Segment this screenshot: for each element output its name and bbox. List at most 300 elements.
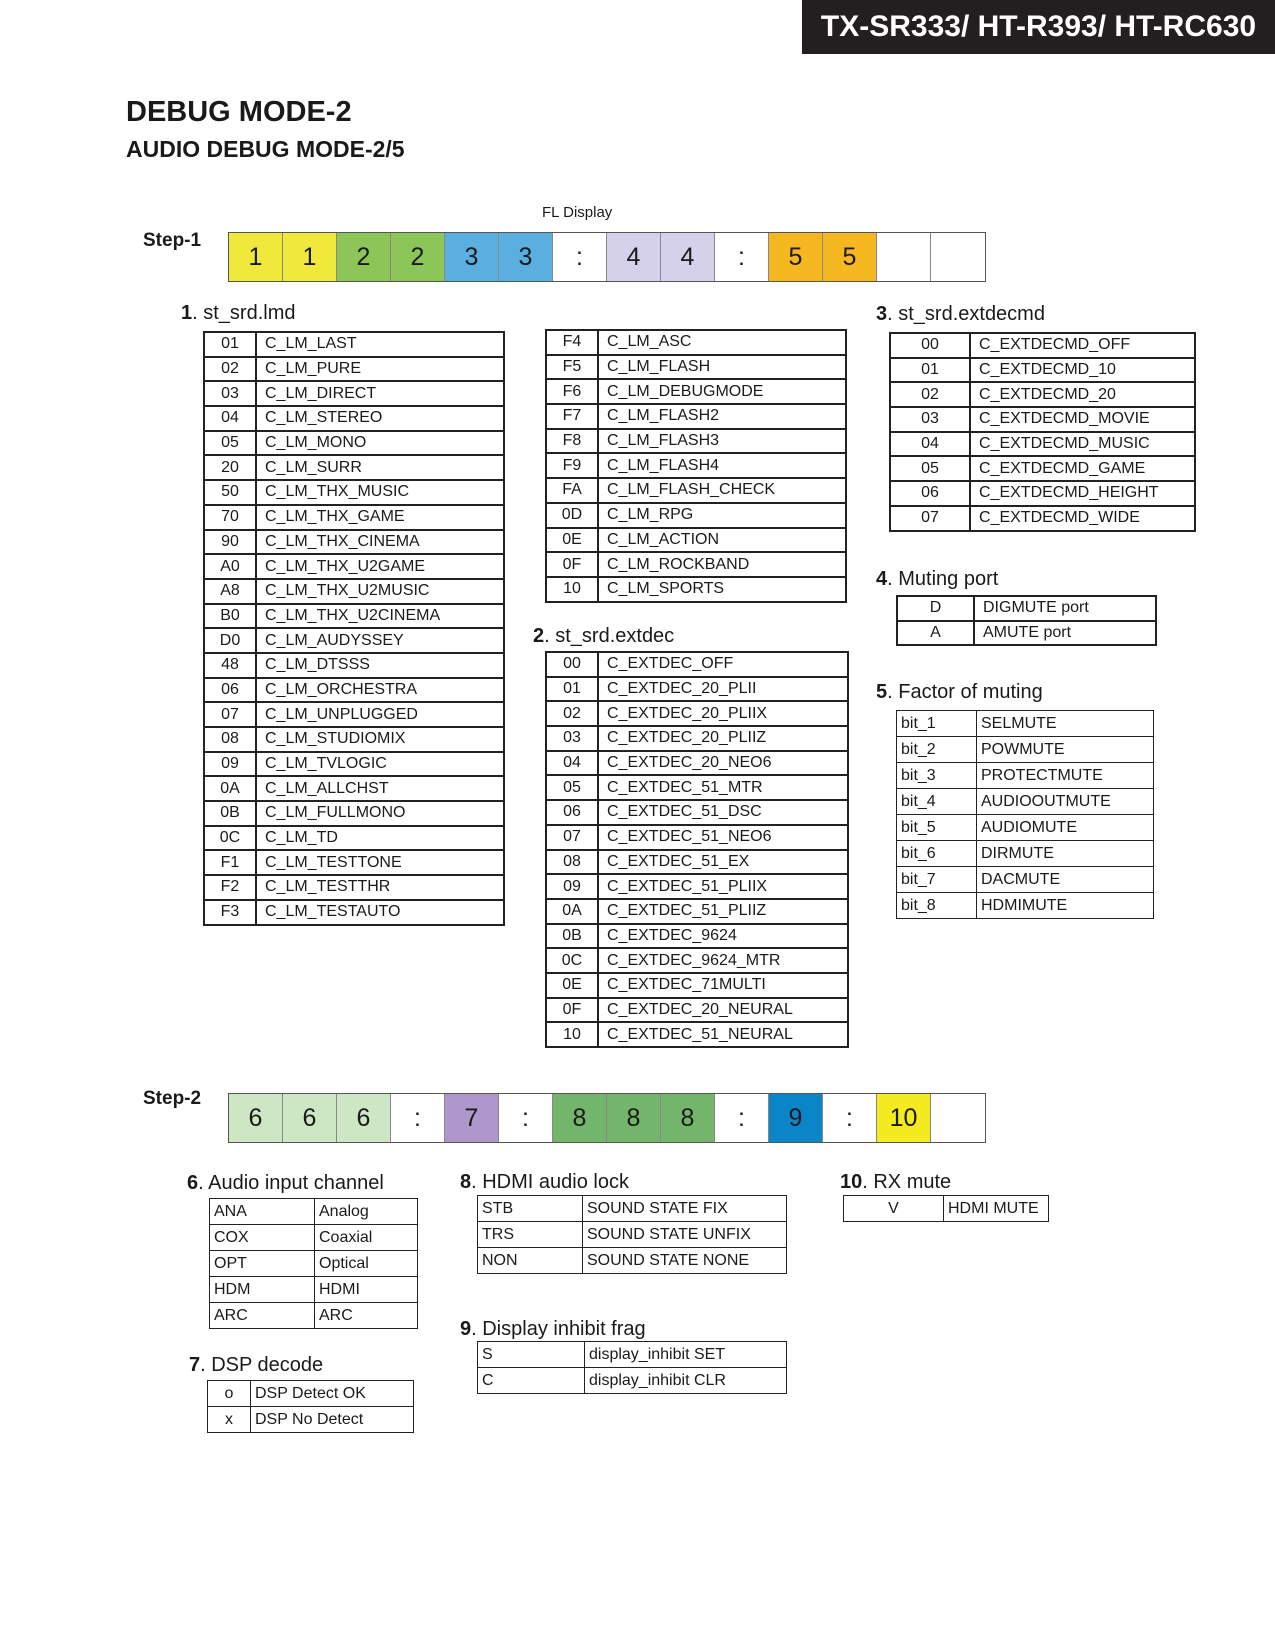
st-srd-lmd-table-cont bbox=[545, 329, 847, 603]
step2-cell: 10 bbox=[877, 1094, 931, 1142]
value-cell: DACMUTE bbox=[977, 867, 1154, 893]
table-row bbox=[204, 332, 504, 357]
table-row bbox=[897, 841, 1154, 867]
table-row bbox=[546, 330, 846, 355]
table-row bbox=[897, 789, 1154, 815]
table-row bbox=[204, 801, 504, 826]
value-cell: C_EXTDEC_51_DSC bbox=[598, 800, 848, 825]
section-8-heading: 8. HDMI audio lock bbox=[460, 1171, 629, 1193]
value-cell: SOUND STATE FIX bbox=[583, 1196, 787, 1222]
value-cell: display_inhibit SET bbox=[585, 1342, 787, 1368]
value-cell: C_LM_FLASH3 bbox=[598, 429, 846, 454]
value-cell: C_EXTDEC_9624 bbox=[598, 924, 848, 949]
table-row bbox=[546, 998, 848, 1023]
value-cell: C_EXTDEC_20_PLIIX bbox=[598, 701, 848, 726]
step2-cell: 6 bbox=[229, 1094, 283, 1142]
value-cell: HDMI MUTE bbox=[944, 1196, 1049, 1222]
table-row bbox=[204, 480, 504, 505]
step2-cell: 6 bbox=[283, 1094, 337, 1142]
table-row bbox=[890, 432, 1195, 457]
section-3-heading: 3. st_srd.extdecmd bbox=[876, 303, 1045, 325]
table-row bbox=[478, 1342, 787, 1368]
table-row bbox=[897, 596, 1156, 621]
code-cell: bit_4 bbox=[897, 789, 977, 815]
audio-input-channel-table bbox=[209, 1198, 418, 1329]
value-cell: C_LM_AUDYSSEY bbox=[256, 628, 504, 653]
table-row bbox=[897, 893, 1154, 919]
value-cell: C_EXTDEC_51_PLIIX bbox=[598, 874, 848, 899]
value-cell: AMUTE port bbox=[974, 621, 1156, 646]
value-cell: C_EXTDEC_71MULTI bbox=[598, 973, 848, 998]
display-inhibit-table bbox=[477, 1341, 787, 1394]
code-cell: 0F bbox=[546, 998, 598, 1023]
table-row bbox=[897, 621, 1156, 646]
code-cell: 04 bbox=[204, 406, 256, 431]
code-cell: F7 bbox=[546, 404, 598, 429]
code-cell: 0E bbox=[546, 528, 598, 553]
code-cell: F8 bbox=[546, 429, 598, 454]
step2-cell: : bbox=[715, 1094, 769, 1142]
table-row bbox=[210, 1251, 418, 1277]
value-cell: HDMI bbox=[315, 1277, 418, 1303]
table-row bbox=[546, 973, 848, 998]
code-cell: 06 bbox=[204, 678, 256, 703]
code-cell: 01 bbox=[890, 358, 970, 383]
value-cell: C_LM_TVLOGIC bbox=[256, 752, 504, 777]
code-cell: OPT bbox=[210, 1251, 315, 1277]
value-cell: DSP Detect OK bbox=[251, 1381, 414, 1407]
value-cell: C_EXTDEC_20_PLII bbox=[598, 677, 848, 702]
code-cell: 03 bbox=[546, 726, 598, 751]
value-cell: C_LM_ASC bbox=[598, 330, 846, 355]
value-cell: C_EXTDECMD_GAME bbox=[970, 456, 1195, 481]
model-header: TX-SR333/ HT-R393/ HT-RC630 bbox=[802, 0, 1275, 54]
code-cell: 0C bbox=[546, 948, 598, 973]
table-row bbox=[546, 850, 848, 875]
value-cell: SELMUTE bbox=[977, 711, 1154, 737]
value-cell: HDMIMUTE bbox=[977, 893, 1154, 919]
code-cell: 70 bbox=[204, 505, 256, 530]
page-subtitle: AUDIO DEBUG MODE-2/5 bbox=[126, 136, 405, 162]
section-10-heading: 10. RX mute bbox=[840, 1171, 952, 1193]
table-row bbox=[204, 826, 504, 851]
code-cell: bit_8 bbox=[897, 893, 977, 919]
code-cell: 03 bbox=[890, 407, 970, 432]
value-cell: display_inhibit CLR bbox=[585, 1368, 787, 1394]
code-cell: COX bbox=[210, 1225, 315, 1251]
code-cell: x bbox=[208, 1407, 251, 1433]
value-cell: C_LM_ROCKBAND bbox=[598, 552, 846, 577]
code-cell: 04 bbox=[890, 432, 970, 457]
fl-display-label: FL Display bbox=[542, 204, 613, 221]
table-row bbox=[897, 737, 1154, 763]
table-row bbox=[890, 358, 1195, 383]
step2-cell: : bbox=[499, 1094, 553, 1142]
code-cell: F6 bbox=[546, 379, 598, 404]
table-row bbox=[204, 850, 504, 875]
value-cell: C_LM_DIRECT bbox=[256, 381, 504, 406]
table-row bbox=[208, 1381, 414, 1407]
code-cell: 0A bbox=[546, 899, 598, 924]
table-row bbox=[210, 1225, 418, 1251]
value-cell: C_LM_MONO bbox=[256, 431, 504, 456]
step1-cell: 4 bbox=[661, 233, 715, 281]
table-row bbox=[546, 726, 848, 751]
code-cell: 0A bbox=[204, 776, 256, 801]
code-cell: D bbox=[897, 596, 974, 621]
table-row bbox=[478, 1222, 787, 1248]
value-cell: C_LM_SURR bbox=[256, 455, 504, 480]
value-cell: Optical bbox=[315, 1251, 418, 1277]
step2-label: Step-2 bbox=[143, 1088, 202, 1109]
table-row bbox=[546, 800, 848, 825]
factor-of-muting-table bbox=[896, 710, 1154, 919]
value-cell: C_LM_FLASH_CHECK bbox=[598, 478, 846, 503]
table-row bbox=[546, 924, 848, 949]
value-cell: Analog bbox=[315, 1199, 418, 1225]
step2-cell: 7 bbox=[445, 1094, 499, 1142]
table-row bbox=[204, 554, 504, 579]
table-row bbox=[204, 653, 504, 678]
value-cell: C_EXTDEC_20_NEURAL bbox=[598, 998, 848, 1023]
code-cell: 0D bbox=[546, 503, 598, 528]
step2-cell: 8 bbox=[607, 1094, 661, 1142]
code-cell: C bbox=[478, 1368, 585, 1394]
table-row bbox=[546, 503, 846, 528]
step1-label: Step-1 bbox=[143, 230, 202, 251]
code-cell: 0C bbox=[204, 826, 256, 851]
code-cell: 0F bbox=[546, 552, 598, 577]
section-1-heading: 1. st_srd.lmd bbox=[181, 302, 296, 324]
table-row bbox=[204, 406, 504, 431]
table-row bbox=[546, 1022, 848, 1047]
value-cell: C_LM_DEBUGMODE bbox=[598, 379, 846, 404]
value-cell: Coaxial bbox=[315, 1225, 418, 1251]
code-cell: 90 bbox=[204, 530, 256, 555]
table-row bbox=[204, 776, 504, 801]
table-row bbox=[844, 1196, 1049, 1222]
step1-cell: 3 bbox=[499, 233, 553, 281]
value-cell: C_EXTDEC_51_PLIIZ bbox=[598, 899, 848, 924]
muting-port-table bbox=[896, 595, 1157, 646]
value-cell: C_LM_THX_U2CINEMA bbox=[256, 604, 504, 629]
code-cell: B0 bbox=[204, 604, 256, 629]
value-cell: C_LM_TD bbox=[256, 826, 504, 851]
value-cell: C_EXTDECMD_10 bbox=[970, 358, 1195, 383]
step1-cell: 2 bbox=[391, 233, 445, 281]
code-cell: F3 bbox=[204, 900, 256, 925]
value-cell: C_LM_THX_CINEMA bbox=[256, 530, 504, 555]
step1-cell: 5 bbox=[769, 233, 823, 281]
code-cell: 01 bbox=[546, 677, 598, 702]
value-cell: DIRMUTE bbox=[977, 841, 1154, 867]
table-row bbox=[204, 628, 504, 653]
code-cell: 02 bbox=[890, 382, 970, 407]
step1-display-strip bbox=[228, 232, 986, 282]
step1-cell bbox=[931, 233, 985, 281]
code-cell: 05 bbox=[890, 456, 970, 481]
code-cell: TRS bbox=[478, 1222, 583, 1248]
code-cell: 00 bbox=[890, 333, 970, 358]
table-row bbox=[546, 825, 848, 850]
value-cell: C_LM_FLASH2 bbox=[598, 404, 846, 429]
value-cell: C_EXTDEC_51_NEO6 bbox=[598, 825, 848, 850]
value-cell: PROTECTMUTE bbox=[977, 763, 1154, 789]
value-cell: C_LM_UNPLUGGED bbox=[256, 702, 504, 727]
table-row bbox=[546, 355, 846, 380]
table-row bbox=[204, 678, 504, 703]
table-row bbox=[546, 899, 848, 924]
step1-cell bbox=[877, 233, 931, 281]
value-cell: AUDIOMUTE bbox=[977, 815, 1154, 841]
step1-cell: 2 bbox=[337, 233, 391, 281]
table-row bbox=[204, 579, 504, 604]
code-cell: D0 bbox=[204, 628, 256, 653]
code-cell: 06 bbox=[546, 800, 598, 825]
value-cell: C_LM_TESTAUTO bbox=[256, 900, 504, 925]
code-cell: A bbox=[897, 621, 974, 646]
table-row bbox=[546, 701, 848, 726]
code-cell: bit_7 bbox=[897, 867, 977, 893]
value-cell: C_LM_ALLCHST bbox=[256, 776, 504, 801]
step1-cell: 3 bbox=[445, 233, 499, 281]
value-cell: C_EXTDEC_51_EX bbox=[598, 850, 848, 875]
section-9-heading: 9. Display inhibit frag bbox=[460, 1318, 646, 1340]
table-row bbox=[546, 528, 846, 553]
table-row bbox=[210, 1277, 418, 1303]
value-cell: C_LM_PURE bbox=[256, 357, 504, 382]
code-cell: 20 bbox=[204, 455, 256, 480]
step2-cell: 6 bbox=[337, 1094, 391, 1142]
code-cell: A0 bbox=[204, 554, 256, 579]
code-cell: 0B bbox=[204, 801, 256, 826]
table-row bbox=[546, 577, 846, 602]
code-cell: 02 bbox=[546, 701, 598, 726]
code-cell: 03 bbox=[204, 381, 256, 406]
value-cell: C_LM_ACTION bbox=[598, 528, 846, 553]
code-cell: STB bbox=[478, 1196, 583, 1222]
value-cell: DIGMUTE port bbox=[974, 596, 1156, 621]
section-2-heading: 2. st_srd.extdec bbox=[533, 625, 675, 647]
table-row bbox=[210, 1303, 418, 1329]
step2-cell: : bbox=[823, 1094, 877, 1142]
value-cell: C_LM_RPG bbox=[598, 503, 846, 528]
step1-cell: 1 bbox=[283, 233, 337, 281]
rx-mute-table bbox=[843, 1195, 1049, 1222]
table-row bbox=[546, 453, 846, 478]
value-cell: C_EXTDEC_20_NEO6 bbox=[598, 751, 848, 776]
table-row bbox=[890, 407, 1195, 432]
code-cell: 07 bbox=[546, 825, 598, 850]
code-cell: F1 bbox=[204, 850, 256, 875]
table-row bbox=[546, 775, 848, 800]
value-cell: C_EXTDEC_51_NEURAL bbox=[598, 1022, 848, 1047]
value-cell: C_LM_FLASH bbox=[598, 355, 846, 380]
code-cell: 04 bbox=[546, 751, 598, 776]
table-row bbox=[204, 381, 504, 406]
table-row bbox=[204, 604, 504, 629]
table-row bbox=[546, 478, 846, 503]
section-7-heading: 7. DSP decode bbox=[189, 1354, 324, 1376]
value-cell: C_EXTDEC_OFF bbox=[598, 652, 848, 677]
value-cell: C_LM_TESTTONE bbox=[256, 850, 504, 875]
table-row bbox=[478, 1368, 787, 1394]
table-row bbox=[204, 357, 504, 382]
code-cell: 07 bbox=[890, 506, 970, 531]
section-6-heading: 6. Audio input channel bbox=[187, 1172, 384, 1194]
step1-cell: : bbox=[553, 233, 607, 281]
step2-cell: 9 bbox=[769, 1094, 823, 1142]
value-cell: C_LM_STUDIOMIX bbox=[256, 727, 504, 752]
value-cell: C_EXTDEC_20_PLIIZ bbox=[598, 726, 848, 751]
step1-cell: 1 bbox=[229, 233, 283, 281]
table-row bbox=[546, 677, 848, 702]
table-row bbox=[897, 711, 1154, 737]
value-cell: DSP No Detect bbox=[251, 1407, 414, 1433]
code-cell: 00 bbox=[546, 652, 598, 677]
value-cell: POWMUTE bbox=[977, 737, 1154, 763]
code-cell: bit_1 bbox=[897, 711, 977, 737]
value-cell: C_EXTDECMD_20 bbox=[970, 382, 1195, 407]
value-cell: SOUND STATE UNFIX bbox=[583, 1222, 787, 1248]
code-cell: HDM bbox=[210, 1277, 315, 1303]
table-row bbox=[546, 429, 846, 454]
value-cell: ARC bbox=[315, 1303, 418, 1329]
code-cell: bit_2 bbox=[897, 737, 977, 763]
table-row bbox=[546, 404, 846, 429]
code-cell: F4 bbox=[546, 330, 598, 355]
code-cell: bit_6 bbox=[897, 841, 977, 867]
step1-cell: : bbox=[715, 233, 769, 281]
code-cell: F2 bbox=[204, 875, 256, 900]
table-row bbox=[204, 530, 504, 555]
value-cell: C_EXTDEC_9624_MTR bbox=[598, 948, 848, 973]
table-row bbox=[546, 552, 846, 577]
section-4-heading: 4. Muting port bbox=[876, 568, 999, 590]
step2-cell: 8 bbox=[661, 1094, 715, 1142]
code-cell: 09 bbox=[546, 874, 598, 899]
code-cell: V bbox=[844, 1196, 944, 1222]
table-row bbox=[897, 867, 1154, 893]
value-cell: C_LM_THX_GAME bbox=[256, 505, 504, 530]
table-row bbox=[478, 1248, 787, 1274]
code-cell: 09 bbox=[204, 752, 256, 777]
table-row bbox=[204, 727, 504, 752]
table-row bbox=[890, 333, 1195, 358]
code-cell: F9 bbox=[546, 453, 598, 478]
table-row bbox=[478, 1196, 787, 1222]
code-cell: bit_3 bbox=[897, 763, 977, 789]
code-cell: 01 bbox=[204, 332, 256, 357]
table-row bbox=[890, 456, 1195, 481]
table-row bbox=[546, 652, 848, 677]
code-cell: A8 bbox=[204, 579, 256, 604]
code-cell: F5 bbox=[546, 355, 598, 380]
dsp-decode-table bbox=[207, 1380, 414, 1433]
code-cell: 0B bbox=[546, 924, 598, 949]
step2-cell bbox=[931, 1094, 985, 1142]
code-cell: 02 bbox=[204, 357, 256, 382]
st-srd-extdecmd-table bbox=[889, 332, 1196, 532]
code-cell: 0E bbox=[546, 973, 598, 998]
code-cell: 07 bbox=[204, 702, 256, 727]
code-cell: 05 bbox=[204, 431, 256, 456]
table-row bbox=[897, 763, 1154, 789]
table-row bbox=[208, 1407, 414, 1433]
code-cell: 48 bbox=[204, 653, 256, 678]
value-cell: C_EXTDECMD_OFF bbox=[970, 333, 1195, 358]
table-row bbox=[204, 900, 504, 925]
table-row bbox=[204, 752, 504, 777]
table-row bbox=[890, 481, 1195, 506]
value-cell: C_LM_THX_U2GAME bbox=[256, 554, 504, 579]
value-cell: C_LM_THX_MUSIC bbox=[256, 480, 504, 505]
value-cell: C_EXTDECMD_MUSIC bbox=[970, 432, 1195, 457]
value-cell: C_EXTDECMD_MOVIE bbox=[970, 407, 1195, 432]
value-cell: C_LM_SPORTS bbox=[598, 577, 846, 602]
value-cell: C_LM_THX_U2MUSIC bbox=[256, 579, 504, 604]
value-cell: C_EXTDECMD_WIDE bbox=[970, 506, 1195, 531]
value-cell: C_LM_STEREO bbox=[256, 406, 504, 431]
value-cell: C_LM_LAST bbox=[256, 332, 504, 357]
step1-cell: 5 bbox=[823, 233, 877, 281]
code-cell: 10 bbox=[546, 1022, 598, 1047]
code-cell: FA bbox=[546, 478, 598, 503]
table-row bbox=[210, 1199, 418, 1225]
step1-cell: 4 bbox=[607, 233, 661, 281]
step2-cell: 8 bbox=[553, 1094, 607, 1142]
step2-cell: : bbox=[391, 1094, 445, 1142]
value-cell: C_LM_FULLMONO bbox=[256, 801, 504, 826]
step2-display-strip bbox=[228, 1093, 986, 1143]
table-row bbox=[204, 455, 504, 480]
table-row bbox=[890, 506, 1195, 531]
code-cell: ANA bbox=[210, 1199, 315, 1225]
st-srd-extdec-table bbox=[545, 651, 849, 1048]
table-row bbox=[546, 379, 846, 404]
code-cell: 08 bbox=[204, 727, 256, 752]
value-cell: C_LM_FLASH4 bbox=[598, 453, 846, 478]
code-cell: 50 bbox=[204, 480, 256, 505]
code-cell: bit_5 bbox=[897, 815, 977, 841]
table-row bbox=[204, 505, 504, 530]
hdmi-audio-lock-table bbox=[477, 1195, 787, 1274]
table-row bbox=[546, 751, 848, 776]
table-row bbox=[897, 815, 1154, 841]
table-row bbox=[890, 382, 1195, 407]
value-cell: C_LM_TESTTHR bbox=[256, 875, 504, 900]
section-5-heading: 5. Factor of muting bbox=[876, 681, 1043, 703]
value-cell: C_LM_ORCHESTRA bbox=[256, 678, 504, 703]
table-row bbox=[204, 702, 504, 727]
table-row bbox=[546, 874, 848, 899]
code-cell: ARC bbox=[210, 1303, 315, 1329]
value-cell: AUDIOOUTMUTE bbox=[977, 789, 1154, 815]
code-cell: 06 bbox=[890, 481, 970, 506]
code-cell: 10 bbox=[546, 577, 598, 602]
table-row bbox=[204, 431, 504, 456]
page-title: DEBUG MODE-2 bbox=[126, 96, 352, 128]
value-cell: C_EXTDEC_51_MTR bbox=[598, 775, 848, 800]
value-cell: C_LM_DTSSS bbox=[256, 653, 504, 678]
table-row bbox=[204, 875, 504, 900]
code-cell: 08 bbox=[546, 850, 598, 875]
st-srd-lmd-table bbox=[203, 331, 505, 926]
value-cell: SOUND STATE NONE bbox=[583, 1248, 787, 1274]
code-cell: NON bbox=[478, 1248, 583, 1274]
code-cell: o bbox=[208, 1381, 251, 1407]
code-cell: 05 bbox=[546, 775, 598, 800]
